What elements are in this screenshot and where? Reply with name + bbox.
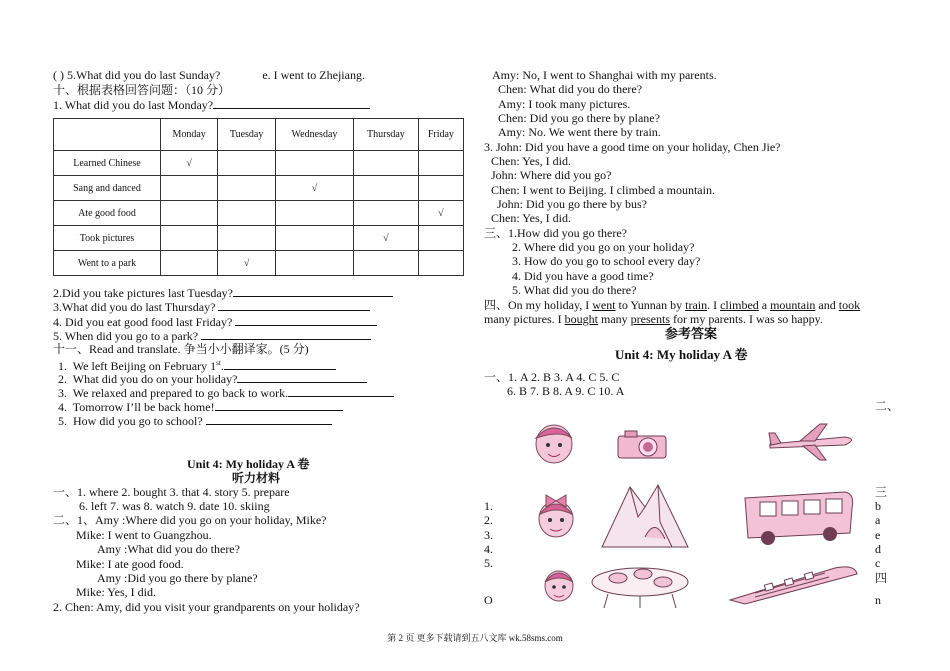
- page-footer: 第 2 页 更多下载请到五八文库 wk.58sms.com: [387, 633, 563, 643]
- match-number: 3.: [484, 528, 493, 542]
- dialog-line: Amy: No, I went to Shanghai with my parents.: [492, 68, 717, 82]
- row-label: Sang and danced: [54, 176, 161, 201]
- question-3: 3.What did you do last Thursday?: [53, 299, 370, 314]
- table-cell: [418, 176, 463, 201]
- part3-question: 三、1.How did you go there?: [484, 226, 627, 240]
- table-cell: [161, 176, 218, 201]
- table-cell: [418, 151, 463, 176]
- table-cell: [275, 151, 353, 176]
- answer-blank[interactable]: [235, 314, 377, 326]
- unit-title-left: Unit 4: My holiday A 卷: [187, 457, 310, 471]
- dialog-line: Amy :Did you go there by plane?: [97, 571, 258, 585]
- table-row: [54, 226, 464, 251]
- dialog-line: 二、1、Amy :Where did you go on your holiday, Mike?: [53, 513, 327, 527]
- answer-blank[interactable]: [224, 358, 336, 370]
- table-header-cell: Wednesday: [275, 119, 353, 151]
- girl-with-bow-picture: [530, 487, 582, 545]
- answer-blank[interactable]: [201, 328, 371, 340]
- bus-picture: [740, 488, 858, 548]
- listening-part1-line1: 一、1. where 2. bought 3. that 4. story 5. prepare: [53, 485, 290, 499]
- table-cell: [218, 151, 276, 176]
- table-cell: [275, 226, 353, 251]
- table-cell: [218, 176, 276, 201]
- table-header-row: [54, 119, 464, 151]
- match-number: 1.: [484, 499, 493, 513]
- dialog-line: John: Did you go there by bus?: [497, 197, 647, 211]
- table-header-cell: Friday: [418, 119, 463, 151]
- dialog-line: Mike: I ate good food.: [76, 557, 184, 571]
- match-number: 2.: [484, 513, 493, 527]
- food-table-picture: [588, 560, 693, 610]
- train-picture: [725, 560, 863, 606]
- row-label: Ate good food: [54, 201, 161, 226]
- table-cell: √: [161, 151, 218, 176]
- table-row: [54, 151, 464, 176]
- question-1: 1. What did you do last Monday?: [53, 97, 370, 112]
- camera-picture: [615, 428, 670, 460]
- answers-part1-line1: 一、1. A 2. B 3. A 4. C 5. C: [484, 370, 620, 384]
- answers-part1-line2: 6. B 7. B 8. A 9. C 10. A: [507, 384, 625, 398]
- part4-paragraph-line2: many pictures. I bought many presents for my parents. I was so happy.: [484, 312, 823, 326]
- answer-blank[interactable]: [213, 97, 370, 109]
- side-letter-n: n: [875, 593, 881, 607]
- table-cell: √: [218, 251, 276, 276]
- row-label: Went to a park: [54, 251, 161, 276]
- side-letter: b: [875, 499, 881, 513]
- table-row: [54, 176, 464, 201]
- dialog-line: Chen: Did you go there by plane?: [498, 111, 660, 125]
- side-letter-o: O: [484, 593, 493, 607]
- part3-question: 5. What did you do there?: [512, 283, 637, 297]
- table-cell: [354, 176, 419, 201]
- translate-item: 5. How did you go to school?: [58, 413, 332, 428]
- table-cell: √: [275, 176, 353, 201]
- match-number: 4.: [484, 542, 493, 556]
- side-letter: a: [875, 513, 881, 527]
- answer-blank[interactable]: [233, 285, 393, 297]
- table-cell: [418, 226, 463, 251]
- dialog-line: Chen: I went to Beijing. I climbed a mountain.: [491, 183, 715, 197]
- part3-question: 3. How do you go to school every day?: [512, 254, 701, 268]
- part4-paragraph-line1: 四、On my holiday, I went to Yunnan by train. I climbed a mountain and took: [484, 298, 861, 312]
- side-letter: d: [875, 542, 881, 556]
- table-cell: [418, 251, 463, 276]
- dialog-line: Amy: No. We went there by train.: [498, 125, 661, 139]
- side-label-four: 四: [875, 571, 888, 585]
- table-header-cell: Thursday: [354, 119, 419, 151]
- translate-item: 1. We left Beijing on February 1st.: [58, 356, 336, 373]
- question-5: 5. When did you go to a park?: [53, 328, 371, 343]
- side-label-three: 三: [875, 485, 888, 499]
- row-label: Took pictures: [54, 226, 161, 251]
- dialog-line: Mike: Yes, I did.: [76, 585, 157, 599]
- side-letter: e: [875, 528, 881, 542]
- dialog-line: Amy :What did you do there?: [97, 542, 240, 556]
- dialog-line: Mike: I went to Guangzhou.: [76, 528, 212, 542]
- table-row: [54, 201, 464, 226]
- side-label-two: 二、: [875, 399, 900, 413]
- dialog-line: Amy: I took many pictures.: [498, 97, 631, 111]
- table-cell: [161, 226, 218, 251]
- question-4: 4. Did you eat good food last Friday?: [53, 314, 377, 329]
- translate-item: 2. What did you do on your holiday?: [58, 371, 367, 386]
- schedule-table: [53, 118, 464, 276]
- section-10-heading: 十、根据表格回答问题：（10 分）: [53, 83, 231, 97]
- answer-blank[interactable]: [215, 399, 343, 411]
- translate-item: 4. Tomorrow I’ll be back home!: [58, 399, 343, 414]
- dialog-line: John: Where did you go?: [491, 168, 612, 182]
- answer-blank[interactable]: [288, 385, 394, 397]
- section-11-heading: 十一、Read and translate. 争当小小翻译家。(5 分): [53, 342, 309, 356]
- table-header-cell: Monday: [161, 119, 218, 151]
- dialog-line: Chen: Yes, I did.: [491, 211, 572, 225]
- listening-title: 听力材料: [232, 471, 281, 485]
- dialog-line: Chen: Yes, I did.: [491, 154, 572, 168]
- question-2: 2.Did you take pictures last Tuesday?: [53, 285, 393, 300]
- dialog-line: 2. Chen: Amy, did you visit your grandparents on your holiday?: [53, 600, 360, 614]
- table-header-cell: Tuesday: [218, 119, 276, 151]
- dialog-line: Chen: What did you do there?: [498, 82, 643, 96]
- row-label: Learned Chinese: [54, 151, 161, 176]
- answers-title: 参考答案: [665, 326, 718, 341]
- table-cell: [275, 251, 353, 276]
- table-cell: [354, 201, 419, 226]
- mountain-picture: [600, 477, 690, 552]
- part3-question: 2. Where did you go on your holiday?: [512, 240, 695, 254]
- table-cell: [161, 201, 218, 226]
- girl-face-picture: [530, 418, 578, 470]
- listening-part1-line2: 6. left 7. was 8. watch 9. date 10. skiing: [79, 499, 270, 513]
- part3-question: 4. Did you have a good time?: [512, 269, 654, 283]
- table-cell: [354, 151, 419, 176]
- side-letter: c: [875, 556, 881, 570]
- table-cell: [218, 201, 276, 226]
- small-girl-picture: [538, 562, 580, 607]
- table-cell: [218, 226, 276, 251]
- table-cell: [161, 251, 218, 276]
- airplane-picture: [765, 420, 860, 462]
- table-header-cell: [54, 119, 161, 151]
- answer-blank[interactable]: [206, 413, 332, 425]
- table-cell: [275, 201, 353, 226]
- match-number: 5.: [484, 556, 493, 570]
- answer-blank[interactable]: [237, 371, 367, 383]
- table-cell: √: [418, 201, 463, 226]
- q5-line: ( ) 5.What did you do last Sunday? e. I went to Zhejiang.: [53, 68, 365, 82]
- table-row: [54, 251, 464, 276]
- unit-title-right: Unit 4: My holiday A 卷: [615, 347, 748, 362]
- answer-blank[interactable]: [218, 299, 370, 311]
- table-cell: √: [354, 226, 419, 251]
- translate-item: 3. We relaxed and prepared to go back to work.: [58, 385, 394, 400]
- dialog-line: 3. John: Did you have a good time on your holiday, Chen Jie?: [484, 140, 781, 154]
- table-cell: [354, 251, 419, 276]
